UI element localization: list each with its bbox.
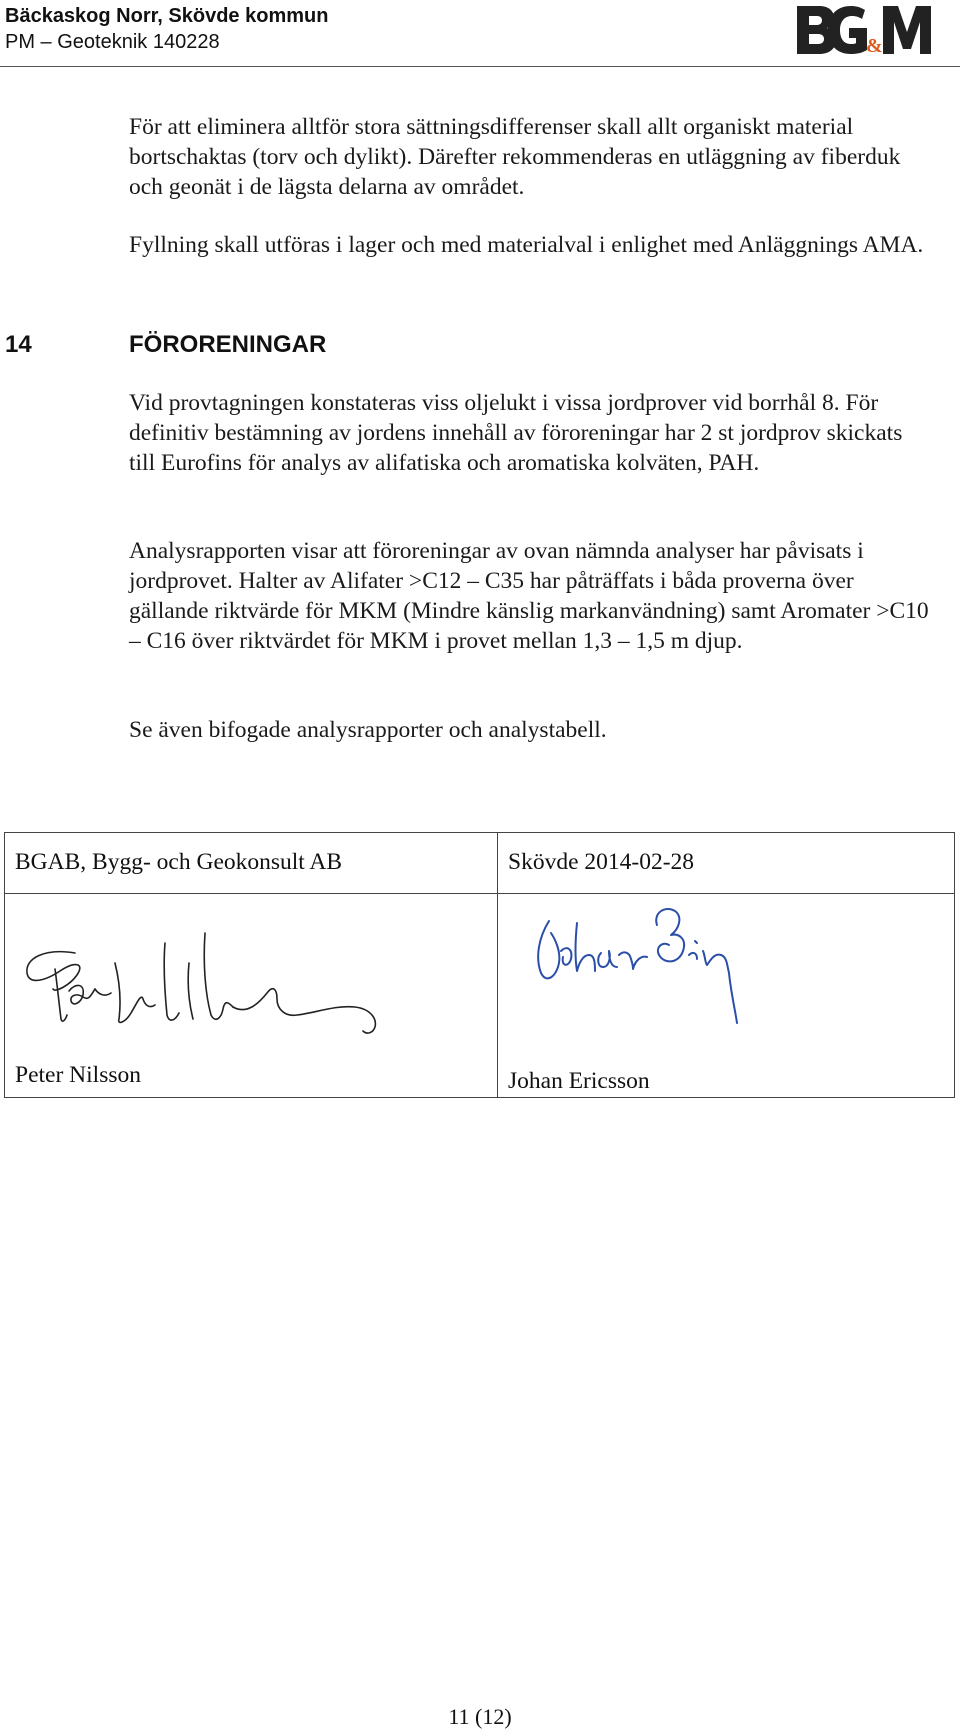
company-name: BGAB, Bygg- och Geokonsult AB: [15, 849, 343, 875]
header-divider: [0, 66, 960, 67]
paragraph-filling: Fyllning skall utföras i lager och med materialval i enlighet med Anläggnings AMA.: [129, 232, 924, 258]
svg-text:&: &: [866, 35, 883, 57]
header-project-title: Bäckaskog Norr, Skövde kommun: [5, 5, 329, 27]
page-number: 11 (12): [448, 1704, 512, 1729]
paragraph-excavation: För att eliminera alltför stora sättningsdifferenser skall allt organiskt material bortschaktas (torv och dylikt). Därefter rekommenderas en utläggning av fiberduk och geonät i de lägsta delarna av området.: [129, 114, 901, 200]
signature-right-image: [525, 893, 785, 1033]
table-row-divider: [5, 893, 954, 894]
signature-table: [4, 832, 955, 1098]
header-document-id: PM – Geoteknik 140228: [5, 31, 220, 53]
paragraph-sampling: Vid provtagningen konstateras viss oljelukt i vissa jordprover vid borrhål 8. För definitiv bestämning av jordens innehåll av föroreningar har 2 st jordprov skickats till Eurofins för analys av alifatiska och aromatiska kolväten, PAH.: [129, 390, 903, 476]
signer-left-name: Peter Nilsson: [15, 1062, 141, 1088]
paragraph-analysis-results: Analysrapporten visar att föroreningar av ovan nämnda analyser har påvisats i jordprovet. Halter av Alifater >C12 – C35 har påträffats i båda proverna över gällande riktvärde för MKM (Mindre känslig markanvändning) samt Aromater >C10 – C16 över riktvärdet för MKM i provet mellan 1,3 – 1,5 m djup.: [129, 538, 929, 654]
signature-left-image: [15, 923, 415, 1053]
table-column-divider: [497, 833, 498, 1097]
section-number: 14: [5, 331, 32, 358]
signer-right-name: Johan Ericsson: [508, 1068, 650, 1094]
place-date: Skövde 2014-02-28: [508, 849, 695, 875]
bgm-logo: [795, 2, 940, 58]
page-header: [0, 0, 960, 66]
section-title: FÖRORENINGAR: [129, 331, 327, 358]
paragraph-attachments: Se även bifogade analysrapporter och analystabell.: [129, 717, 607, 743]
